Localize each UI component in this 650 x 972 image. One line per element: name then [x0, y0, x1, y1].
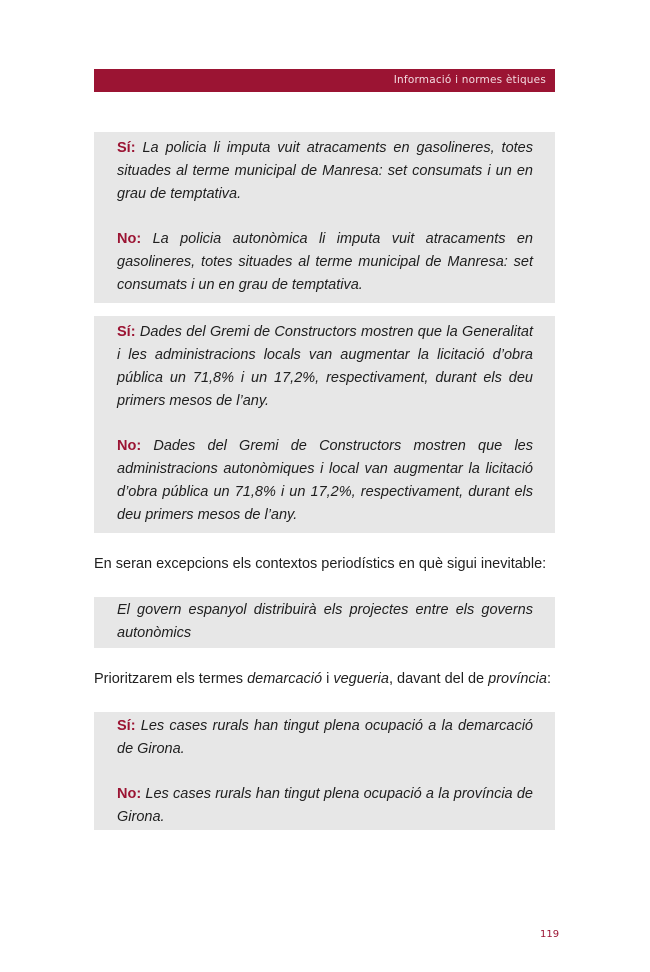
- example-box-2: [94, 316, 555, 533]
- no-text: Dades del Gremi de Constructors mostren que les administracions autonòmiques i local van augmentar la licitació d’obra pública un 71,8% i un 17,2%, respectivament, durant els deu primers mesos de l’any.: [117, 438, 533, 523]
- yes-label: Sí:: [117, 718, 136, 734]
- example-yes-paragraph: [117, 137, 533, 206]
- yes-text: La policia li imputa vuit atracaments en gasolineres, totes situades al terme municipal de Manresa: set consumats i un en grau de temptativa.: [117, 140, 533, 202]
- priority-intro: Prioritzarem els termes demarcació i vegueria, davant del de província:: [94, 671, 551, 687]
- yes-text: Les cases rurals han tingut plena ocupació a la demarcació de Girona.: [117, 718, 533, 757]
- no-label: No:: [117, 231, 142, 247]
- page-number: 119: [540, 929, 560, 940]
- term-provincia: província: [488, 671, 547, 687]
- example-yes-paragraph: [117, 715, 533, 761]
- yes-label: Sí:: [117, 324, 136, 340]
- running-header-bar: [94, 69, 555, 92]
- yes-label: Sí:: [117, 140, 136, 156]
- no-label: No:: [117, 438, 142, 454]
- no-label: No:: [117, 786, 142, 802]
- exceptions-intro: En seran excepcions els contextos periodístics en què sigui inevitable:: [94, 556, 547, 572]
- running-header-title: Informació i normes ètiques: [393, 74, 546, 86]
- example-yes-paragraph: [117, 321, 533, 413]
- no-text: Les cases rurals han tingut plena ocupació a la província de Girona.: [117, 786, 533, 825]
- no-text: La policia autonòmica li imputa vuit atracaments en gasolineres, totes situades al terme municipal de Manresa: set consumats i un en grau de temptativa.: [117, 231, 533, 293]
- example-no-paragraph: [117, 435, 533, 527]
- exception-example-box: [94, 597, 555, 648]
- term-demarcacio: demarcació: [247, 671, 323, 687]
- term-vegueria: vegueria: [333, 671, 389, 687]
- example-box-1: [94, 132, 555, 303]
- priority-example-box: [94, 712, 555, 830]
- exception-example-text: El govern espanyol distribuirà els projectes entre els governs autonòmics: [117, 602, 533, 641]
- example-no-paragraph: [117, 228, 533, 297]
- yes-text: Dades del Gremi de Constructors mostren que la Generalitat i les administracions locals van augmentar la licitació d’obra pública un 71,8% i un 17,2%, respectivament, durant els deu primers mesos de l’any.: [117, 324, 533, 409]
- example-no-paragraph: [117, 783, 533, 829]
